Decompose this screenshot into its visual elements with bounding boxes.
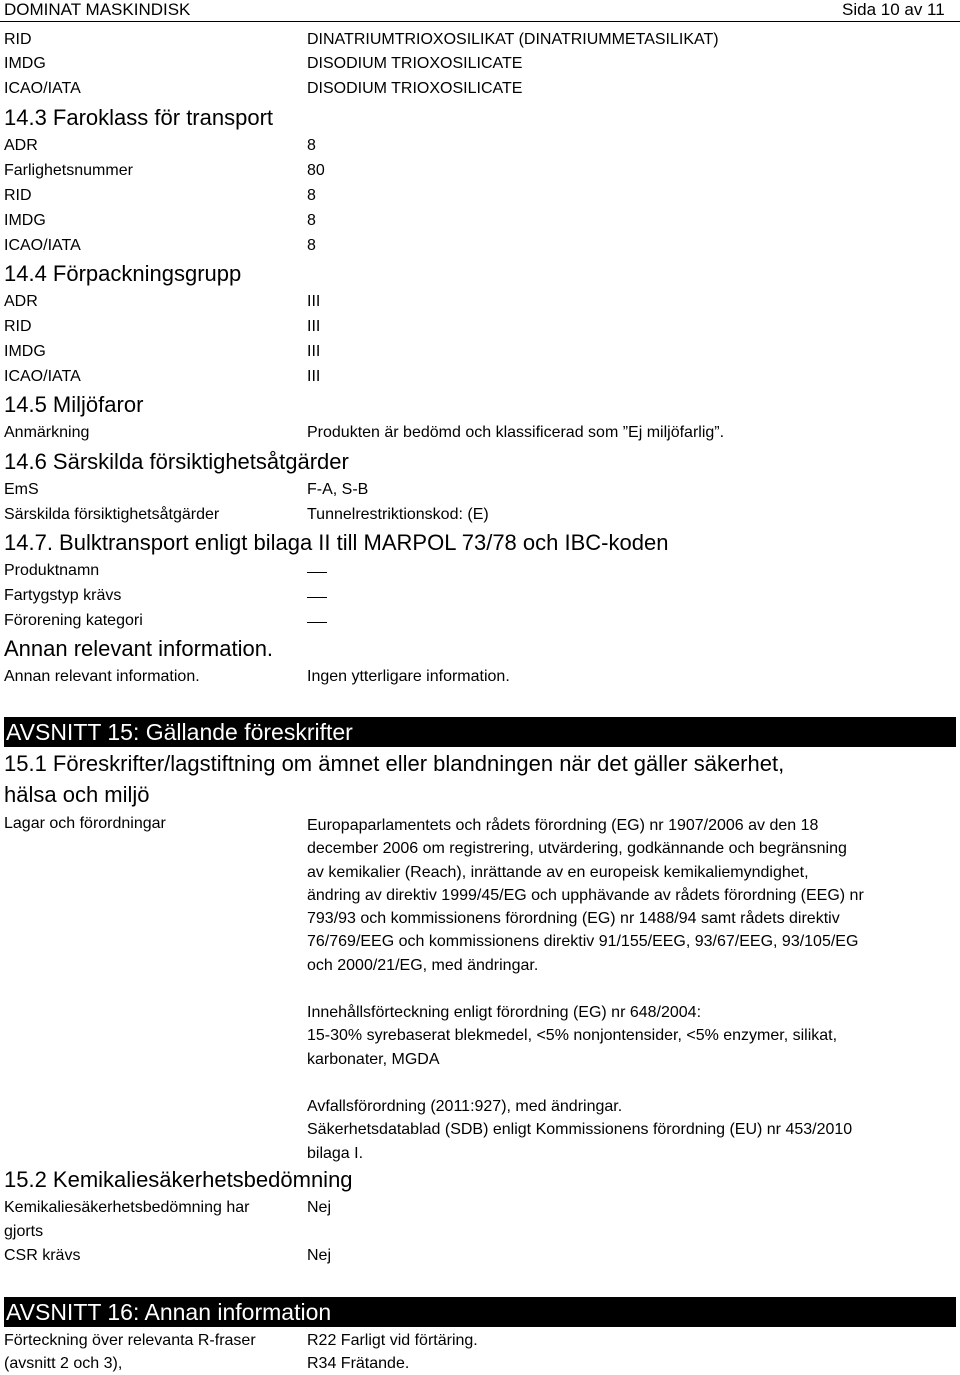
row-value: Nej	[307, 1247, 332, 1264]
row-label: IMDG	[4, 343, 46, 360]
row-value: Tunnelrestriktionskod: (E)	[307, 506, 489, 523]
text-line: Avfallsförordning (2011:927), med ändringar.	[307, 1098, 623, 1115]
section-heading-15-1-cont: hälsa och miljö	[4, 782, 150, 807]
row-label: Förteckning över relevanta R-fraser	[4, 1332, 256, 1349]
section-15-bar	[4, 717, 956, 747]
empty-value-dash	[307, 597, 327, 598]
empty-value-dash	[307, 572, 327, 573]
row-value: 8	[307, 187, 316, 204]
row-label: Produktnamn	[4, 562, 100, 579]
row-label: Annan relevant information.	[4, 668, 200, 685]
text-line: 15-30% syrebaserat blekmedel, <5% nonjontensider, <5% enzymer, silikat,	[307, 1027, 838, 1045]
text-line: bilaga I.	[307, 1144, 364, 1162]
row-label: Farlighetsnummer	[4, 162, 133, 179]
section-16-title: AVSNITT 16: Annan information	[6, 1299, 332, 1325]
row-label: CSR krävs	[4, 1247, 81, 1264]
regulation-paragraph-3	[307, 1095, 927, 1165]
section-heading-14-6: 14.6 Särskilda försiktighetsåtgärder	[4, 449, 349, 474]
row-value: III	[307, 343, 321, 360]
row-value: 8	[307, 237, 316, 254]
text-line: 76/769/EEG och kommissionens direktiv 91/155/EEG, 93/67/EEG, 93/105/EG	[307, 933, 859, 951]
row-label: Anmärkning	[4, 424, 90, 441]
section-heading-14-5: 14.5 Miljöfaror	[4, 392, 144, 417]
row-label: ADR	[4, 293, 38, 310]
row-value: 8	[307, 137, 316, 154]
row-label: IMDG	[4, 212, 46, 229]
text-line: karbonater, MGDA	[307, 1050, 440, 1068]
row-value: 80	[307, 162, 325, 179]
row-label: Fartygstyp krävs	[4, 587, 122, 604]
row-value: III	[307, 318, 321, 335]
empty-value-dash	[307, 622, 327, 623]
text-line: Säkerhetsdatablad (SDB) enligt Kommissionens förordning (EU) nr 453/2010	[307, 1121, 853, 1139]
row-label-cont: gjorts	[4, 1223, 44, 1240]
row-value: III	[307, 368, 321, 385]
row-label: RID	[4, 31, 32, 48]
row-label: ICAO/IATA	[4, 368, 81, 385]
text-line: Innehållsförteckning enligt förordning (EG) nr 648/2004:	[307, 1004, 702, 1021]
text-line: december 2006 om registrering, utvärdering, godkännande och begränsning	[307, 840, 847, 858]
page-header	[0, 0, 960, 22]
text-line: ändring av direktiv 1999/45/EG och upphävande av rådets förordning (EEG) nr	[307, 886, 864, 904]
regulation-paragraph-1	[307, 814, 927, 977]
page-number: Sida 10 av 11	[842, 0, 945, 19]
row-value: F-A, S-B	[307, 481, 369, 498]
section-heading-14-7: 14.7. Bulktransport enligt bilaga II till MARPOL 73/78 och IBC-koden	[4, 530, 669, 555]
section-heading-15-1: 15.1 Föreskrifter/lagstiftning om ämnet eller blandningen när det gäller säkerhet,	[4, 751, 785, 776]
section-heading-14-3: 14.3 Faroklass för transport	[4, 105, 274, 130]
row-value: DINATRIUMTRIOXOSILIKAT (DINATRIUMMETASILIKAT)	[307, 31, 719, 48]
row-value: DISODIUM TRIOXOSILICATE	[307, 55, 523, 72]
row-value: R34 Frätande.	[307, 1355, 410, 1372]
text-line: 793/93 och kommissionens förordning (EG) nr 1488/94 samt rådets direktiv	[307, 910, 840, 928]
row-value: Produkten är bedömd och klassificerad som ”Ej miljöfarlig”.	[307, 424, 725, 441]
row-value: Nej	[307, 1199, 332, 1216]
row-label: RID	[4, 318, 32, 335]
row-label: ICAO/IATA	[4, 80, 81, 97]
company-name: DOMINAT MASKINDISK	[4, 0, 191, 19]
row-label: RID	[4, 187, 32, 204]
row-label-cont: (avsnitt 2 och 3),	[4, 1355, 123, 1372]
row-value: DISODIUM TRIOXOSILICATE	[307, 80, 523, 97]
row-label: Kemikaliesäkerhetsbedömning har	[4, 1199, 250, 1216]
row-label: Förorening kategori	[4, 612, 143, 629]
section-heading-15-2: 15.2 Kemikaliesäkerhetsbedömning	[4, 1167, 353, 1192]
row-label: EmS	[4, 481, 39, 498]
header-divider	[0, 21, 960, 22]
row-value: III	[307, 293, 321, 310]
section-heading-other: Annan relevant information.	[4, 636, 274, 661]
text-line: Europaparlamentets och rådets förordning (EG) nr 1907/2006 av den 18	[307, 817, 819, 834]
row-value: 8	[307, 212, 316, 229]
section-16-bar	[4, 1297, 956, 1327]
row-label: Lagar och förordningar	[4, 815, 166, 832]
row-label: IMDG	[4, 55, 46, 72]
row-label: Särskilda försiktighetsåtgärder	[4, 506, 220, 523]
section-15-title: AVSNITT 15: Gällande föreskrifter	[6, 719, 353, 745]
text-line: av kemikalier (Reach), inrättande av en europeisk kemikaliemyndighet,	[307, 863, 809, 881]
regulation-paragraph-2	[307, 1001, 927, 1071]
section-heading-14-4: 14.4 Förpackningsgrupp	[4, 261, 242, 286]
row-value: Ingen ytterligare information.	[307, 668, 510, 685]
row-value: R22 Farligt vid förtäring.	[307, 1332, 478, 1349]
row-label: ICAO/IATA	[4, 237, 81, 254]
text-line: och 2000/21/EG, med ändringar.	[307, 956, 539, 974]
row-label: ADR	[4, 137, 38, 154]
